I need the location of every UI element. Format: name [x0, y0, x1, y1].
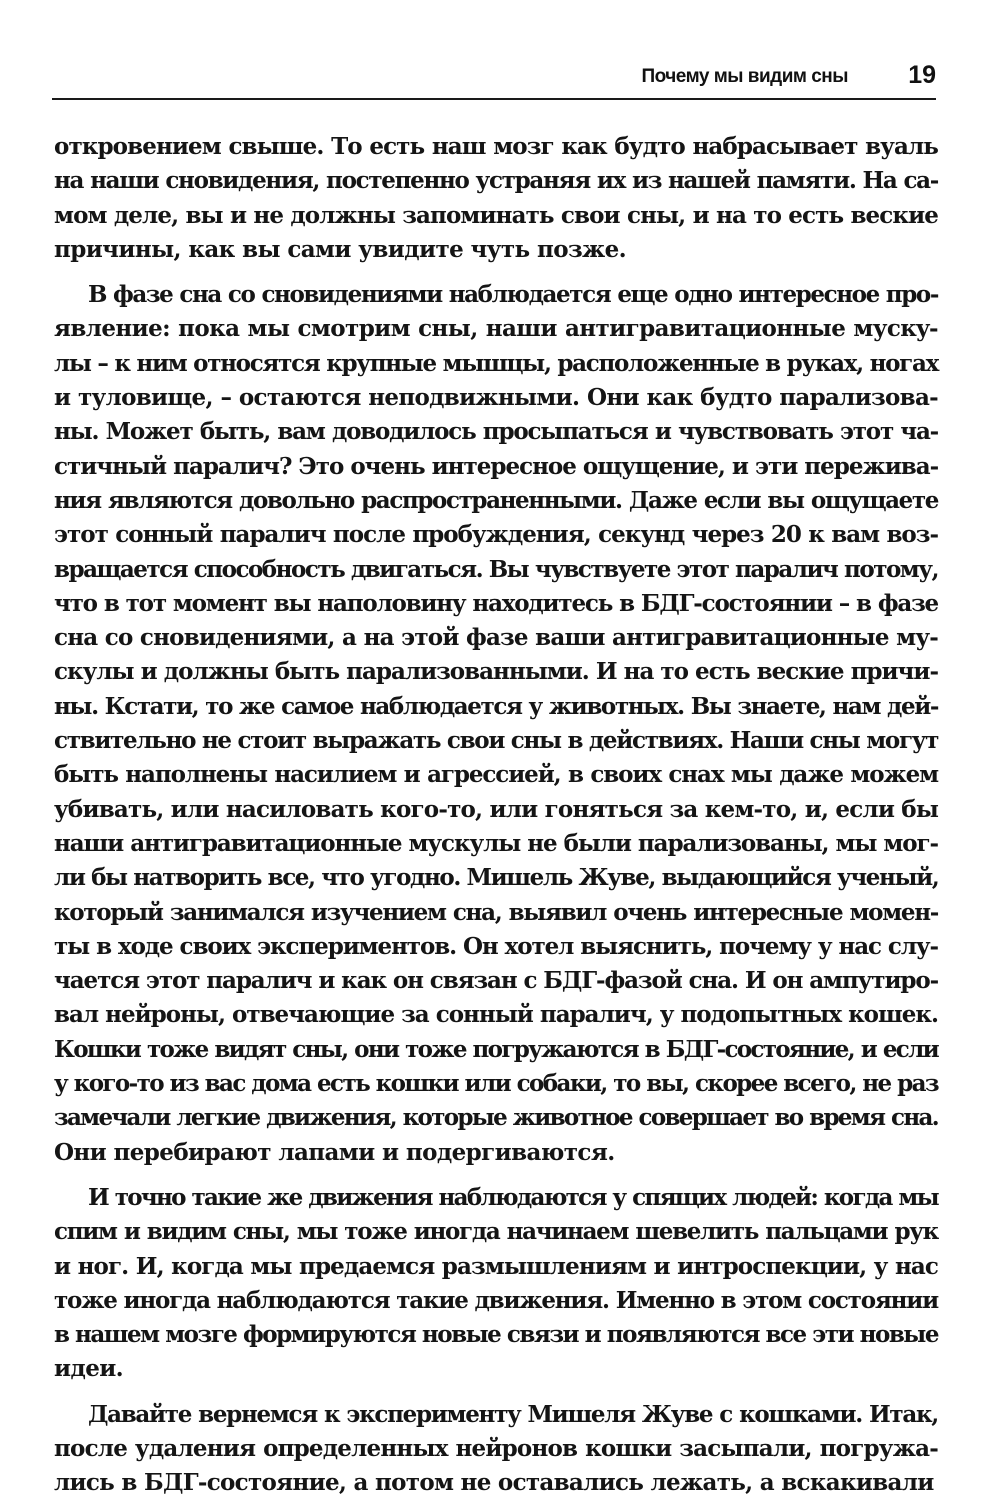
text-line: лись в БДГ-состояние, а потом не оставались лежать, а вскакивали — [54, 1469, 934, 1497]
text-line: явление: пока мы смотрим сны, наши антигравитационные мускy- — [54, 315, 938, 343]
text-line: идеи. — [54, 1355, 124, 1383]
running-head — [52, 58, 936, 100]
text-line: Они перебирают лапами и подергиваются. — [54, 1138, 615, 1166]
text-line: у кого-то из вас дома есть кошки или собаки, то вы, скорее всего, не раз — [54, 1070, 938, 1098]
page-number: 19 — [908, 61, 936, 89]
text-line: И точно такие же движения наблюдаются у спящих людей: когда мы — [88, 1183, 938, 1211]
text-line: Кошки тоже видят сны, они тоже погружаются в БДГ-состояние, и если — [54, 1035, 938, 1063]
text-line: ствительно не стоит выражать свои сны в действиях. Наши сны могут — [54, 727, 939, 755]
text-line: чается этот паралич и как он связан с БДГ-фазой сна. И он ампутиро- — [54, 967, 939, 995]
text-line: скулы и должны быть парализованными. И на то есть веские причи- — [54, 658, 938, 686]
text-line: и туловище, – остаются неподвижными. Они как будто парализова- — [54, 384, 938, 412]
chapter-title: Почему мы видим сны — [641, 66, 848, 87]
text-line: сна со сновидениями, а на этой фазе ваши антигравитационные му- — [54, 624, 938, 652]
body-text — [54, 130, 938, 1501]
paragraph — [54, 130, 938, 267]
text-line: ния являются довольно распространенными. Даже если вы ощущаете — [54, 486, 938, 514]
text-line: в нашем мозге формируются новые связи и появляются все эти новые — [54, 1321, 938, 1349]
text-line: быть наполнены насилием и агрессией, в своих снах мы даже можем — [54, 761, 938, 789]
text-line: ны. Может быть, вам доводилось просыпаться и чувствовать этот ча- — [54, 418, 938, 446]
paragraph — [54, 1398, 938, 1501]
text-line: откровением свыше. То есть наш мозг как будто набрасывает вуаль — [54, 133, 938, 160]
text-line: вал нейроны, отвечающие за сонный паралич, у подопытных кошек. — [54, 1001, 938, 1029]
text-line: убивать, или насиловать кого-то, или гоняться за кем-то, и, если бы — [54, 795, 939, 823]
text-line: Давайте вернемся к эксперименту Мишеля Жуве с кошками. Итак, — [88, 1400, 938, 1428]
text-line: ты в ходе своих экспериментов. Он хотел выяснить, почему у нас слу- — [54, 932, 938, 960]
text-line: спим и видим сны, мы тоже иногда начинаем шевелить пальцами рук — [54, 1218, 938, 1246]
text-line: и ног. И, когда мы предаемся размышлениям и интроспекции, у нас — [54, 1252, 938, 1280]
text-line: лы – к ним относятся крупные мышцы, расположенные в руках, ногах — [54, 349, 938, 377]
text-line: вращается способность двигаться. Вы чувствуете этот паралич потому, — [54, 555, 938, 583]
text-line: этот сонный паралич после пробуждения, секунд через 20 к вам воз- — [54, 521, 938, 549]
text-line: причины, как вы сами увидите чуть позже. — [54, 235, 627, 263]
text-line: мом деле, вы и не должны запоминать свои сны, и на то есть веские — [54, 201, 938, 229]
text-line: после удаления определенных нейронов кошки засыпали, погружа- — [54, 1434, 938, 1462]
text-line: стичный паралич? Это очень интересное ощущение, и эти пережива- — [54, 452, 939, 480]
text-line: на наши сновидения, постепенно устраняя их из нашей памяти. На са- — [54, 167, 938, 195]
text-line: ны. Кстати, то же самое наблюдается у животных. Вы знаете, нам дей- — [54, 692, 938, 720]
text-line: ли бы натворить все, что угодно. Мишель Жуве, выдающийся ученый, — [54, 864, 939, 892]
paragraph — [54, 278, 938, 1170]
paragraph — [54, 1181, 938, 1387]
text-line: что в тот момент вы наполовину находитесь в БДГ-состоянии – в фазе — [54, 589, 938, 617]
text-line: тоже иногда наблюдаются такие движения. Именно в этом состоянии — [54, 1286, 938, 1314]
text-line: В фазе сна со сновидениями наблюдается еще одно интересное про- — [88, 281, 938, 309]
text-line: который занимался изучением сна, выявил очень интересные момен- — [54, 898, 938, 926]
text-line: наши антигравитационные мускулы не были парализованы, мы мог- — [54, 829, 938, 857]
text-line: замечали легкие движения, которые животное совершает во время сна. — [54, 1104, 938, 1132]
